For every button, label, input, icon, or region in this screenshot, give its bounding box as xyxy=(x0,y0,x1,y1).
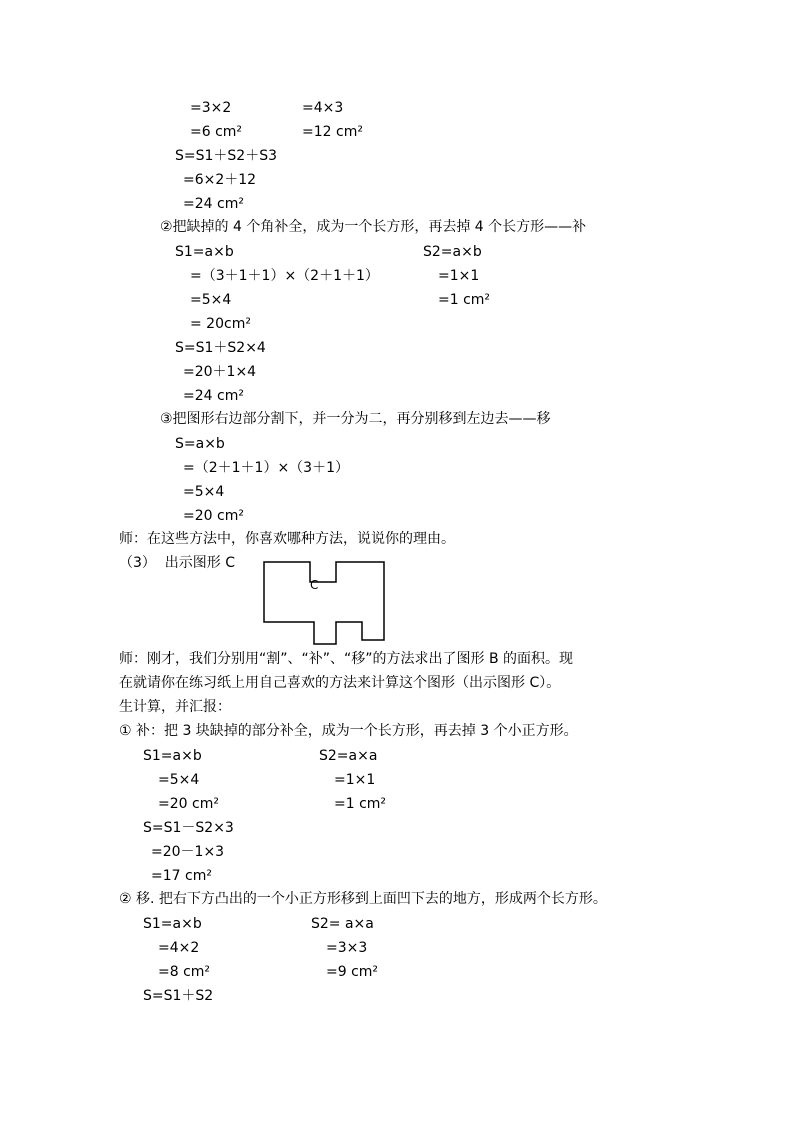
calc-line: =1 cm² xyxy=(334,796,387,812)
show-figure-c: （3） 出示图形 C xyxy=(119,555,236,571)
calc-line: S=S1－S2×3 xyxy=(143,820,234,836)
student-report: 生计算，并汇报： xyxy=(119,699,231,715)
calc-line: =20＋1×4 xyxy=(183,364,257,380)
calc-line: =9 cm² xyxy=(326,964,379,980)
calc-line: =5×4 xyxy=(158,772,200,788)
figure-c xyxy=(262,560,388,646)
calc-line: =1×1 xyxy=(334,772,376,788)
calc-line: =1×1 xyxy=(438,268,480,284)
calc-line: = 20cm² xyxy=(190,316,251,332)
method-bu-heading: ① 补：把 3 块缺掉的部分补全，成为一个长方形，再去掉 3 个小正方形。 xyxy=(119,723,578,739)
figure-c-label: C xyxy=(310,578,319,592)
calc-line: =4×2 xyxy=(158,940,200,956)
calc-line: =20 cm² xyxy=(158,796,219,812)
teacher-question: 师：在这些方法中，你喜欢哪种方法，说说你的理由。 xyxy=(119,531,455,547)
calc-line: =（3＋1＋1）×（2＋1＋1） xyxy=(190,268,379,284)
calc-line: =（2＋1＋1）×（3＋1） xyxy=(183,460,349,476)
method-3-heading: ③把图形右边部分割下，并一分为二，再分别移到左边去——移 xyxy=(160,411,551,427)
teacher-instruction: 在就请你在练习纸上用自己喜欢的方法来计算这个图形（出示图形 C）。 xyxy=(119,675,561,691)
calc-line: S=a×b xyxy=(175,436,225,452)
calc-line: =3×3 xyxy=(326,940,368,956)
figure-c-outline xyxy=(264,562,384,644)
calc-line: =1 cm² xyxy=(438,292,491,308)
calc-line: =17 cm² xyxy=(151,868,212,884)
calc-line: =24 cm² xyxy=(183,388,244,404)
calc-line: S1=a×b xyxy=(143,916,202,932)
calc-line: =6 cm² xyxy=(190,124,243,140)
calc-line: S2= a×a xyxy=(311,916,374,932)
calc-line: =3×2 xyxy=(190,100,232,116)
calc-line: =5×4 xyxy=(190,292,232,308)
calc-line: S1=a×b xyxy=(143,748,202,764)
teacher-instruction: 师：刚才，我们分别用“割”、“补”、“移”的方法求出了图形 B 的面积。现 xyxy=(119,651,574,667)
calc-line: S1=a×b xyxy=(175,244,234,260)
calc-line: S=S1＋S2＋S3 xyxy=(175,148,277,164)
calc-line: =5×4 xyxy=(183,484,225,500)
calc-line: S=S1＋S2×4 xyxy=(175,340,266,356)
method-yi-heading: ② 移. 把右下方凸出的一个小正方形移到上面凹下去的地方，形成两个长方形。 xyxy=(119,891,607,907)
calc-line: S2=a×b xyxy=(423,244,482,260)
calc-line: S=S1＋S2 xyxy=(143,988,214,1004)
calc-line: =20 cm² xyxy=(183,508,244,524)
figure-c-shape xyxy=(262,560,388,646)
method-2-heading: ②把缺掉的 4 个角补全，成为一个长方形，再去掉 4 个长方形——补 xyxy=(160,219,587,235)
calc-line: =24 cm² xyxy=(183,196,244,212)
calc-line: =6×2＋12 xyxy=(183,172,257,188)
calc-line: S2=a×a xyxy=(319,748,378,764)
calc-line: =8 cm² xyxy=(158,964,211,980)
calc-line: =4×3 xyxy=(302,100,344,116)
calc-line: =12 cm² xyxy=(302,124,363,140)
calc-line: =20－1×3 xyxy=(151,844,225,860)
